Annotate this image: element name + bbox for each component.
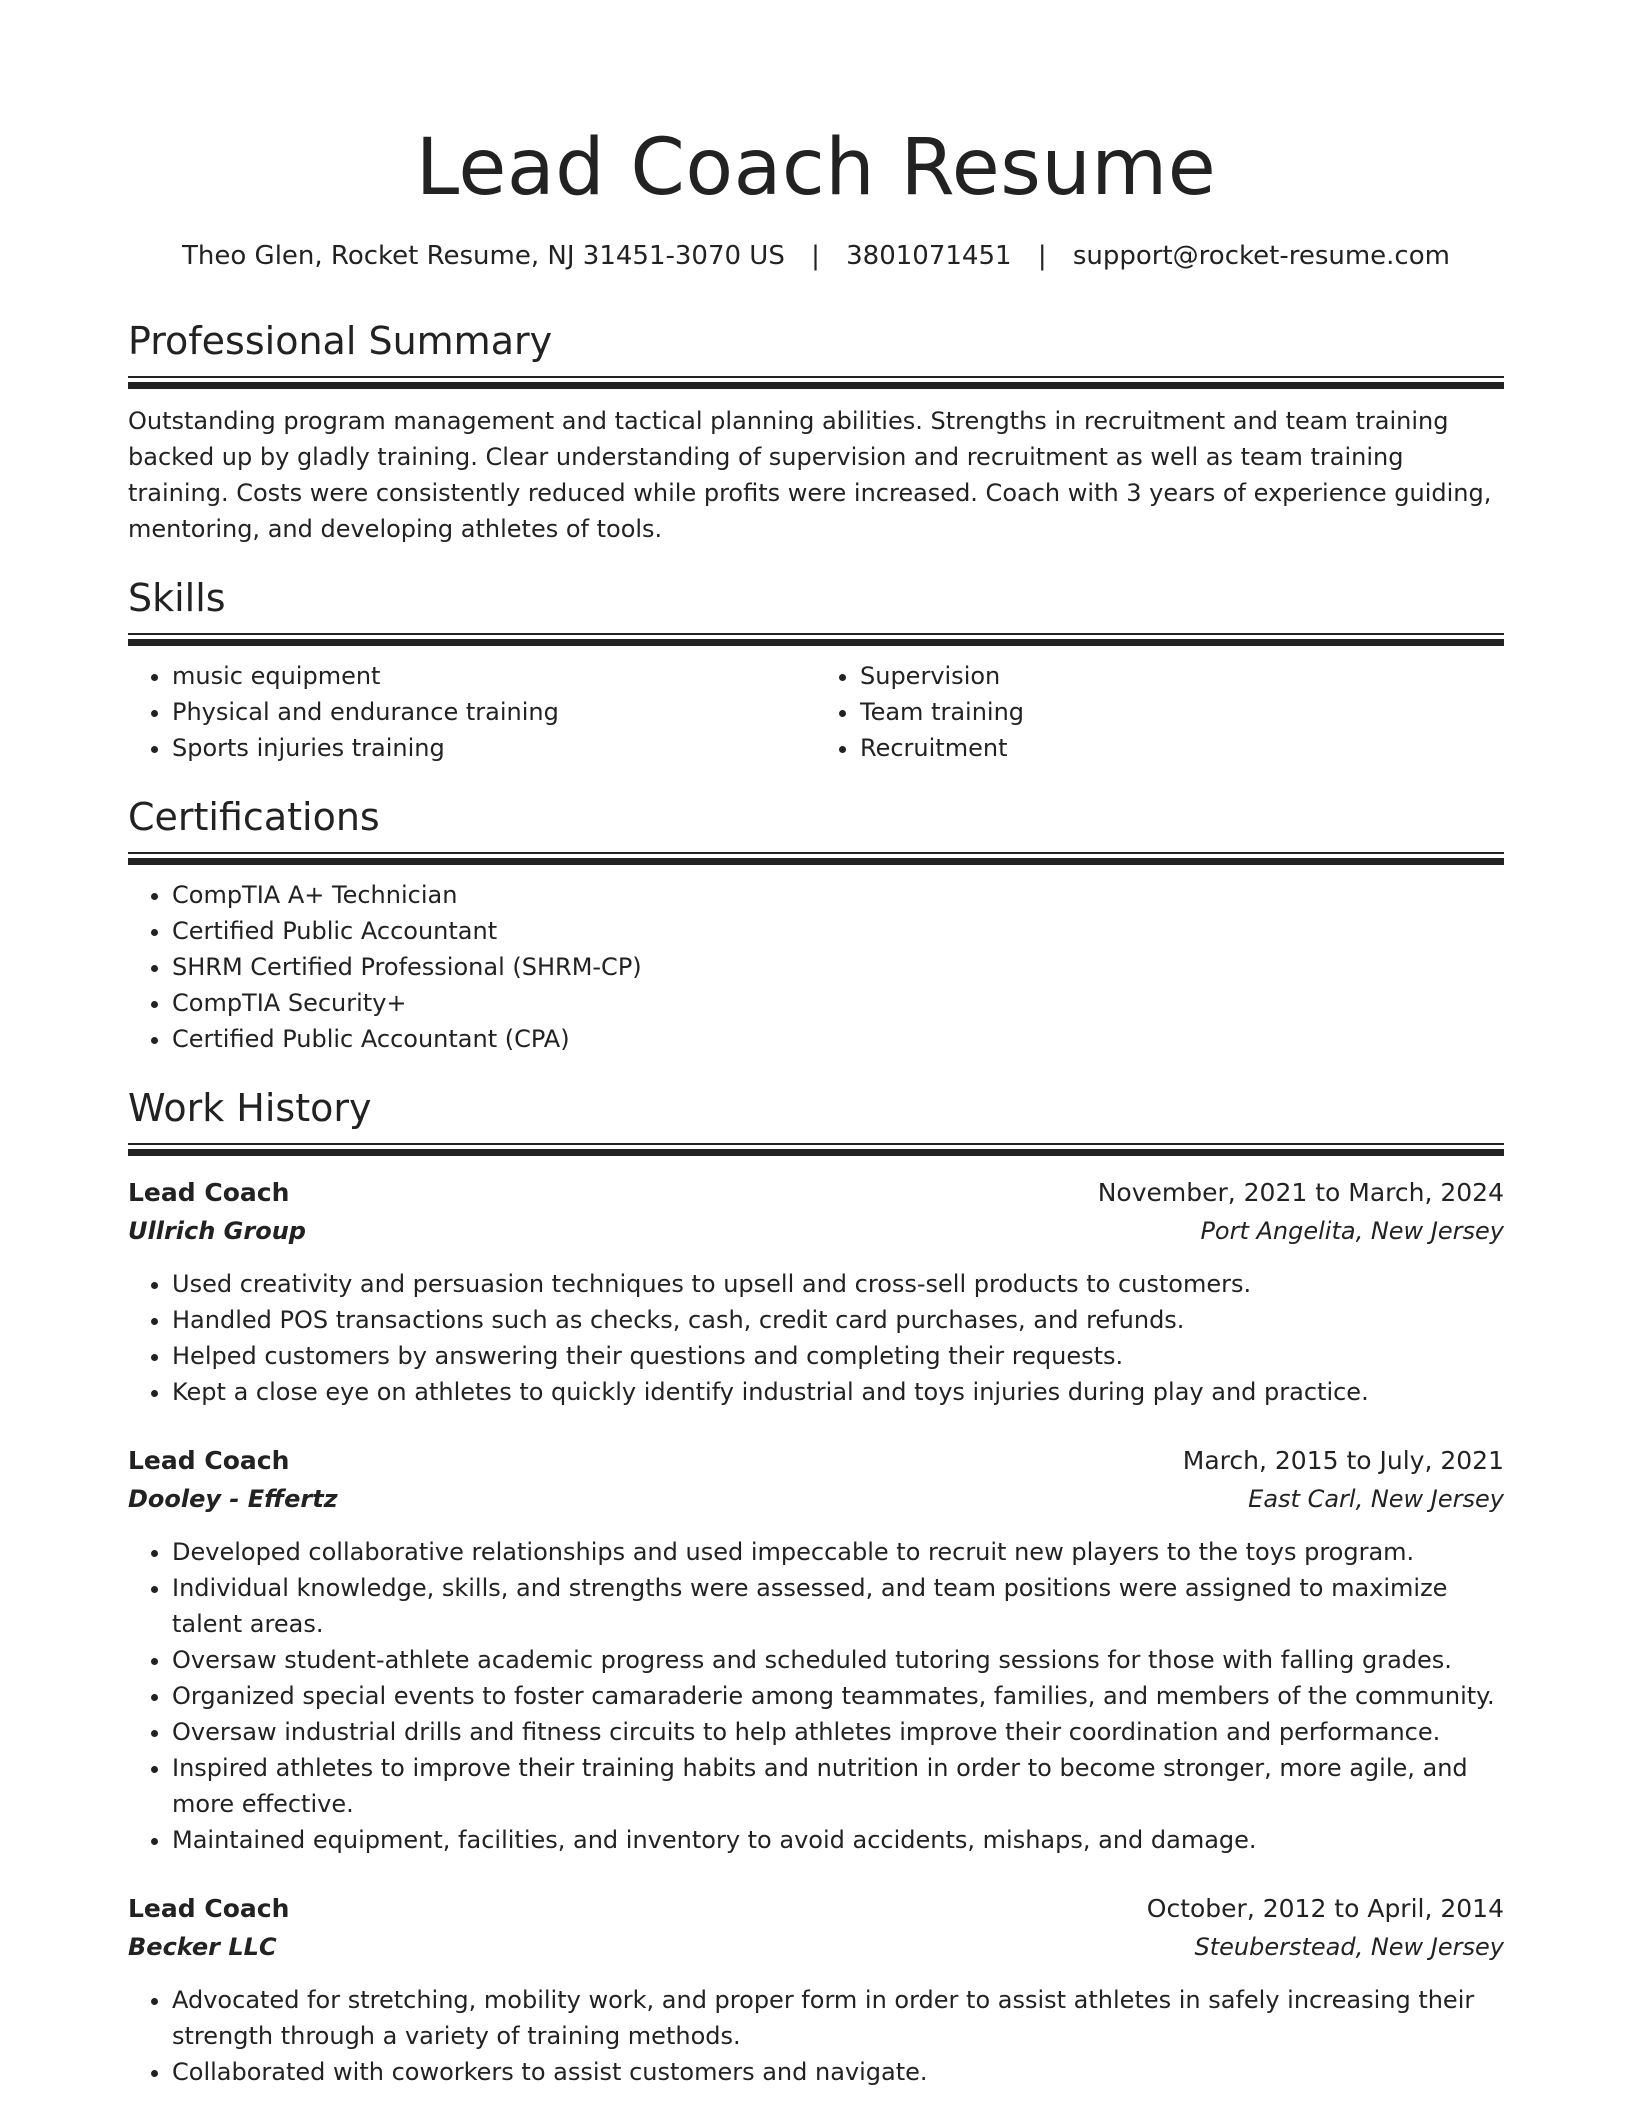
job-bullet: • Advocated for stretching, mobility work, and proper form in order to assist athletes in safely increasing their strength through a variety of training methods. [172,1982,1504,2054]
job-dates: March, 2015 to July, 2021 [1182,1446,1504,1475]
skill-item: • Team training [860,694,1504,730]
job-location: Port Angelita, New Jersey [1200,1217,1504,1245]
job-dates: November, 2021 to March, 2024 [1097,1178,1504,1207]
section-heading: Certifications [128,795,380,839]
job-header-row [128,1174,1504,1212]
contact-phone: 3801071451 [846,241,1012,271]
job-title: Lead Coach [128,1178,290,1207]
job-dates: October, 2012 to April, 2014 [1146,1894,1504,1923]
section-divider [128,376,1504,389]
job-bullet: • Kept a close eye on athletes to quickly identify industrial and toys injuries during play and practice. [172,1374,1504,1410]
job-bullet: • Collaborated with coworkers to assist customers and navigate. [172,2054,1504,2090]
contact-separator: | [811,241,820,271]
job-entry [128,1174,1504,1410]
skill-item: • Sports injuries training [172,730,816,766]
resume-content [128,316,1504,2122]
skills-column-left [128,658,816,766]
job-company-row [128,1480,1504,1518]
job-company-row [128,1928,1504,1966]
job-header-row [128,1442,1504,1480]
certification-item: • Certified Public Accountant [172,913,1504,949]
work-history-section [128,1083,1504,2090]
job-bullet: • Developed collaborative relationships and used impeccable to recruit new players to the toys program. [172,1534,1504,1570]
summary-section [128,316,1504,547]
job-title: Lead Coach [128,1894,290,1923]
section-heading: Work History [128,1086,372,1130]
skills-section [128,573,1504,766]
job-header-row [128,1890,1504,1928]
job-title: Lead Coach [128,1446,290,1475]
job-bullets [128,1266,1504,1410]
job-bullet: • Inspired athletes to improve their training habits and nutrition in order to become stronger, more agile, and more effective. [172,1750,1504,1822]
contact-address: Theo Glen, Rocket Resume, NJ 31451-3070 US [182,241,785,271]
job-bullet: • Used creativity and persuasion techniques to upsell and cross-sell products to customers. [172,1266,1504,1302]
job-location: Steuberstead, New Jersey [1194,1933,1504,1961]
job-bullet: • Oversaw student-athlete academic progress and scheduled tutoring sessions for those with falling grades. [172,1642,1504,1678]
skill-item: • Recruitment [860,730,1504,766]
section-heading: Professional Summary [128,319,553,363]
job-bullet: • Maintained equipment, facilities, and inventory to avoid accidents, mishaps, and damage. [172,1822,1504,1858]
section-divider [128,1143,1504,1156]
skill-item: • Physical and endurance training [172,694,816,730]
certification-item: • CompTIA Security+ [172,985,1504,1021]
certifications-section [128,792,1504,1057]
job-location: East Carl, New Jersey [1248,1485,1504,1513]
job-company: Dooley - Effertz [128,1485,338,1513]
skill-item: • Supervision [860,658,1504,694]
section-divider [128,852,1504,865]
job-entry [128,1890,1504,2090]
contact-separator: | [1037,241,1047,271]
certification-item: • CompTIA A+ Technician [172,877,1504,913]
contact-line [0,238,1632,274]
job-bullet: • Organized special events to foster camaraderie among teammates, families, and members of the community. [172,1678,1504,1714]
skills-column-right [816,658,1504,766]
contact-email[interactable]: support@rocket-resume.com [1072,241,1450,271]
certification-item: • SHRM Certified Professional (SHRM-CP) [172,949,1504,985]
skills-grid [128,658,1504,766]
job-bullets [128,1982,1504,2090]
section-heading: Skills [128,576,226,620]
section-divider [128,633,1504,646]
job-bullets [128,1534,1504,1858]
resume-title: Lead Coach Resume [415,123,1217,213]
job-bullet: • Individual knowledge, skills, and strengths were assessed, and team positions were assigned to maximize talent areas. [172,1570,1504,1642]
skill-item: • music equipment [172,658,816,694]
job-company-row [128,1212,1504,1250]
job-bullet: • Helped customers by answering their questions and completing their requests. [172,1338,1504,1374]
job-bullet: • Handled POS transactions such as checks, cash, credit card purchases, and refunds. [172,1302,1504,1338]
job-company: Ullrich Group [128,1217,306,1245]
job-entry [128,1442,1504,1858]
certification-item: • Certified Public Accountant (CPA) [172,1021,1504,1057]
summary-text: Outstanding program management and tactical planning abilities. Strengths in recruitment and team training backed up by gladly training. Clear understanding of supervision and recruitment as well as team training training. Costs were consistently reduced while profits were increased. Coach with 3 years of experience guiding, mentoring, and developing athletes of tools. [128,407,1492,543]
certifications-list [128,877,1504,1057]
job-company: Becker LLC [128,1933,277,1961]
job-bullet: • Oversaw industrial drills and fitness circuits to help athletes improve their coordination and performance. [172,1714,1504,1750]
